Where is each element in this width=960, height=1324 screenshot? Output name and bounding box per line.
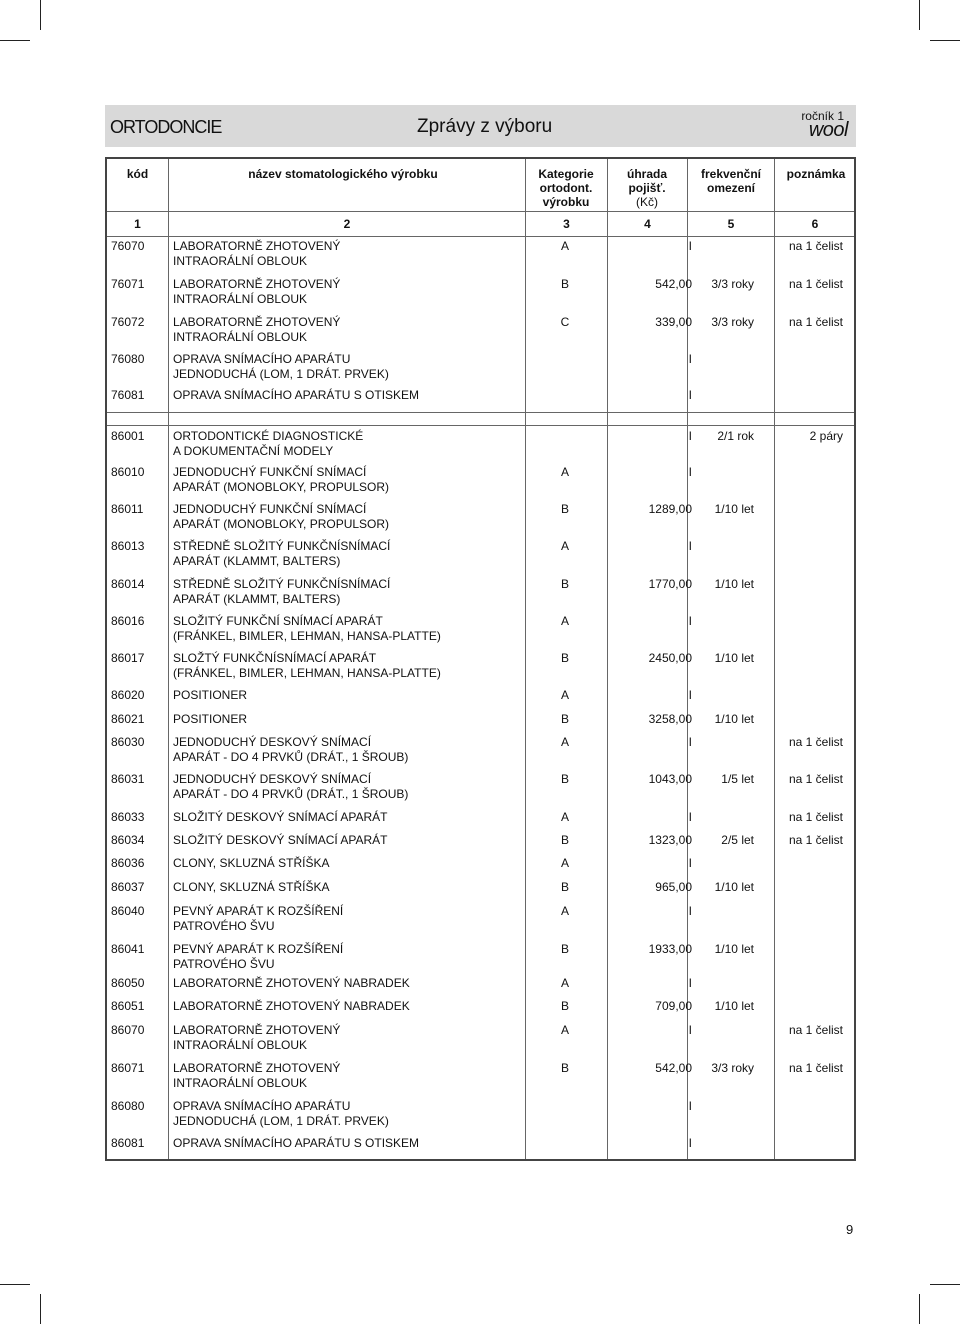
header-kod: kód: [126, 167, 149, 181]
product-name: LABORATORNĚ ZHOTOVENÝ NABRADEK: [173, 976, 410, 990]
product-name: ORTODONTICKÉ DIAGNOSTICKÉ A DOKUMENTAČNÍ MODELY: [173, 429, 364, 458]
header-frekvence: frekvenční omezení: [700, 167, 762, 195]
product-code: 86036: [111, 856, 145, 870]
category: B: [560, 651, 569, 665]
reimbursement: I: [688, 465, 692, 479]
category: B: [560, 502, 569, 516]
reimbursement: 542,00: [655, 277, 692, 291]
category: A: [560, 1023, 569, 1037]
product-code: 76071: [111, 277, 145, 291]
column-divider: [525, 159, 526, 1159]
product-code: 76072: [111, 315, 145, 329]
product-name: LABORATORNĚ ZHOTOVENÝ INTRAORÁLNÍ OBLOUK: [173, 239, 341, 268]
product-name: LABORATORNĚ ZHOTOVENÝ INTRAORÁLNÍ OBLOUK: [173, 315, 341, 344]
crop-mark: [919, 0, 920, 30]
product-code: 86070: [111, 1023, 145, 1037]
column-number: 3: [563, 217, 570, 231]
reimbursement: I: [688, 1023, 692, 1037]
crop-mark: [0, 40, 30, 41]
product-name: OPRAVA SNÍMACÍHO APARÁTU S OTISKEM: [173, 388, 420, 402]
category: A: [560, 735, 569, 749]
product-code: 86017: [111, 651, 145, 665]
product-name: SLOŽTÝ FUNKČNÍSNÍMACÍ APARÁT (FRÁNKEL, BIMLER, LEHMAN, HANSA-PLATTE): [173, 651, 441, 680]
category: A: [560, 539, 569, 553]
header-divider: [107, 211, 854, 212]
reimbursement: 1043,00: [648, 772, 692, 786]
category: A: [560, 810, 569, 824]
note: na 1 čelist: [788, 239, 843, 253]
note: na 1 čelist: [788, 772, 843, 786]
frequency-limit: 1/10 let: [714, 502, 754, 516]
column-divider: [774, 159, 775, 1159]
reimbursement: I: [688, 239, 692, 253]
product-name: JEDNODUCHÝ DESKOVÝ SNÍMACÍ APARÁT - DO 4 PRVKŮ (DRÁT., 1 ŠROUB): [173, 735, 409, 764]
document-title: Zprávy z výboru: [417, 116, 553, 137]
reimbursement: I: [688, 976, 692, 990]
product-code: 76070: [111, 239, 145, 253]
product-name: OPRAVA SNÍMACÍHO APARÁTU JEDNODUCHÁ (LOM, 1 DRÁT. PRVEK): [173, 352, 389, 381]
product-code: 86020: [111, 688, 145, 702]
section-title: ORTODONCIE: [110, 117, 222, 137]
product-code: 86013: [111, 539, 145, 553]
brand-logo: wool: [808, 119, 848, 141]
category: B: [560, 1061, 569, 1075]
product-name: JEDNODUCHÝ FUNKČNÍ SNÍMACÍ APARÁT (MONOBLOKY, PROPULSOR): [173, 465, 390, 494]
frequency-limit: 1/10 let: [714, 880, 754, 894]
note: na 1 čelist: [788, 277, 843, 291]
category: A: [560, 856, 569, 870]
page-number: 9: [846, 1222, 854, 1237]
note: na 1 čelist: [788, 1061, 843, 1075]
product-code: 86051: [111, 999, 145, 1013]
category: B: [560, 712, 569, 726]
column-number: 4: [644, 217, 651, 231]
product-code: 86031: [111, 772, 145, 786]
reimbursement: I: [688, 388, 692, 402]
crop-mark: [40, 0, 41, 30]
product-name: POSITIONER: [173, 712, 248, 726]
reimbursement: 965,00: [655, 880, 692, 894]
product-code: 86050: [111, 976, 145, 990]
category: A: [560, 465, 569, 479]
product-name: PEVNÝ APARÁT K ROZŠÍŘENÍ PATROVÉHO ŠVU: [173, 904, 344, 933]
column-divider: [607, 159, 608, 1159]
category: B: [560, 999, 569, 1013]
category: B: [560, 772, 569, 786]
note: na 1 čelist: [788, 810, 843, 824]
product-name: LABORATORNĚ ZHOTOVENÝ INTRAORÁLNÍ OBLOUK: [173, 277, 341, 306]
product-code: 86034: [111, 833, 145, 847]
category: B: [560, 942, 569, 956]
product-code: 86071: [111, 1061, 145, 1075]
pricing-table: [105, 157, 856, 1161]
note: na 1 čelist: [788, 315, 843, 329]
frequency-limit: 1/10 let: [714, 999, 754, 1013]
reimbursement: 1323,00: [648, 833, 692, 847]
reimbursement: I: [688, 1099, 692, 1113]
reimbursement: 3258,00: [648, 712, 692, 726]
reimbursement: I: [688, 810, 692, 824]
frequency-limit: 1/10 let: [714, 577, 754, 591]
product-code: 86001: [111, 429, 145, 443]
product-code: 86033: [111, 810, 145, 824]
reimbursement: 709,00: [655, 999, 692, 1013]
product-name: SLOŽITÝ DESKOVÝ SNÍMACÍ APARÁT: [173, 833, 388, 847]
crop-mark: [0, 1284, 30, 1285]
reimbursement: 2450,00: [648, 651, 692, 665]
reimbursement: I: [688, 352, 692, 366]
frequency-limit: 1/5 let: [721, 772, 754, 786]
note: na 1 čelist: [788, 833, 843, 847]
reimbursement: 1770,00: [648, 577, 692, 591]
reimbursement: I: [688, 614, 692, 628]
product-name: LABORATORNĚ ZHOTOVENÝ INTRAORÁLNÍ OBLOUK: [173, 1023, 341, 1052]
header-nazev: název stomatologického výrobku: [248, 167, 438, 181]
product-code: 86030: [111, 735, 145, 749]
product-code: 76081: [111, 388, 145, 402]
product-name: OPRAVA SNÍMACÍHO APARÁTU S OTISKEM: [173, 1136, 420, 1150]
note: na 1 čelist: [788, 735, 843, 749]
product-code: 86014: [111, 577, 145, 591]
reimbursement: 1933,00: [648, 942, 692, 956]
product-code: 86081: [111, 1136, 145, 1150]
product-name: STŘEDNĚ SLOŽITÝ FUNKČNÍSNÍMACÍ APARÁT (KLAMMT, BALTERS): [173, 577, 391, 606]
category: A: [560, 904, 569, 918]
reimbursement: 339,00: [655, 315, 692, 329]
header-divider: [107, 236, 854, 237]
product-name: JEDNODUCHÝ DESKOVÝ SNÍMACÍ APARÁT - DO 4 PRVKŮ (DRÁT., 1 ŠROUB): [173, 772, 409, 801]
frequency-limit: 1/10 let: [714, 712, 754, 726]
product-name: PEVNÝ APARÁT K ROZŠÍŘENÍ PATROVÉHO ŠVU: [173, 942, 344, 971]
crop-mark: [930, 1284, 960, 1285]
crop-mark: [40, 1294, 41, 1324]
category: A: [560, 688, 569, 702]
category: B: [560, 833, 569, 847]
product-code: 86021: [111, 712, 145, 726]
reimbursement: I: [688, 688, 692, 702]
product-name: LABORATORNĚ ZHOTOVENÝ NABRADEK: [173, 999, 410, 1013]
product-name: CLONY, SKLUZNÁ STŘÍŠKA: [173, 856, 330, 870]
category: B: [560, 277, 569, 291]
product-name: CLONY, SKLUZNÁ STŘÍŠKA: [173, 880, 330, 894]
section-divider: [107, 425, 854, 426]
reimbursement: 1289,00: [648, 502, 692, 516]
product-name: POSITIONER: [173, 688, 248, 702]
category: A: [560, 976, 569, 990]
year-label: ročník 1: [801, 109, 844, 123]
header-kategorie: Kategorie ortodont. výrobku: [538, 167, 594, 209]
note: 2 páry: [809, 429, 843, 443]
frequency-limit: 2/1 rok: [717, 429, 754, 443]
frequency-limit: 3/3 roky: [711, 1061, 754, 1075]
product-code: 86040: [111, 904, 145, 918]
crop-mark: [919, 1294, 920, 1324]
frequency-limit: 3/3 roky: [711, 277, 754, 291]
frequency-limit: 2/5 let: [721, 833, 754, 847]
reimbursement: I: [688, 539, 692, 553]
category: A: [560, 614, 569, 628]
product-code: 86037: [111, 880, 145, 894]
section-divider: [107, 412, 854, 413]
product-name: STŘEDNĚ SLOŽITÝ FUNKČNÍSNÍMACÍ APARÁT (KLAMMT, BALTERS): [173, 539, 391, 568]
reimbursement: I: [688, 429, 692, 443]
category: A: [560, 239, 569, 253]
header-poznamka: poznámka: [786, 167, 846, 181]
product-code: 86041: [111, 942, 145, 956]
product-code: 76080: [111, 352, 145, 366]
reimbursement: I: [688, 1136, 692, 1150]
category: C: [560, 315, 570, 329]
note: na 1 čelist: [788, 1023, 843, 1037]
column-number: 2: [343, 217, 351, 231]
page-header: [105, 105, 856, 147]
header-uhrada: úhrada pojišť. (Kč): [626, 167, 667, 209]
category: B: [560, 880, 569, 894]
frequency-limit: 1/10 let: [714, 942, 754, 956]
product-code: 86016: [111, 614, 145, 628]
category: B: [560, 577, 569, 591]
column-number: 1: [134, 217, 141, 231]
reimbursement: I: [688, 904, 692, 918]
product-name: SLOŽITÝ DESKOVÝ SNÍMACÍ APARÁT: [173, 810, 388, 824]
frequency-limit: 1/10 let: [714, 651, 754, 665]
product-name: OPRAVA SNÍMACÍHO APARÁTU JEDNODUCHÁ (LOM, 1 DRÁT. PRVEK): [173, 1099, 389, 1128]
reimbursement: I: [688, 735, 692, 749]
reimbursement: I: [688, 856, 692, 870]
column-number: 5: [727, 217, 735, 231]
product-name: SLOŽITÝ FUNKČNÍ SNÍMACÍ APARÁT (FRÁNKEL, BIMLER, LEHMAN, HANSA-PLATTE): [173, 614, 441, 643]
column-number: 6: [811, 217, 819, 231]
product-name: JEDNODUCHÝ FUNKČNÍ SNÍMACÍ APARÁT (MONOBLOKY, PROPULSOR): [173, 502, 390, 531]
product-code: 86080: [111, 1099, 145, 1113]
frequency-limit: 3/3 roky: [711, 315, 754, 329]
reimbursement: 542,00: [655, 1061, 692, 1075]
product-code: 86010: [111, 465, 145, 479]
product-code: 86011: [111, 502, 144, 516]
column-divider: [168, 159, 169, 1159]
product-name: LABORATORNĚ ZHOTOVENÝ INTRAORÁLNÍ OBLOUK: [173, 1061, 341, 1090]
crop-mark: [930, 40, 960, 41]
